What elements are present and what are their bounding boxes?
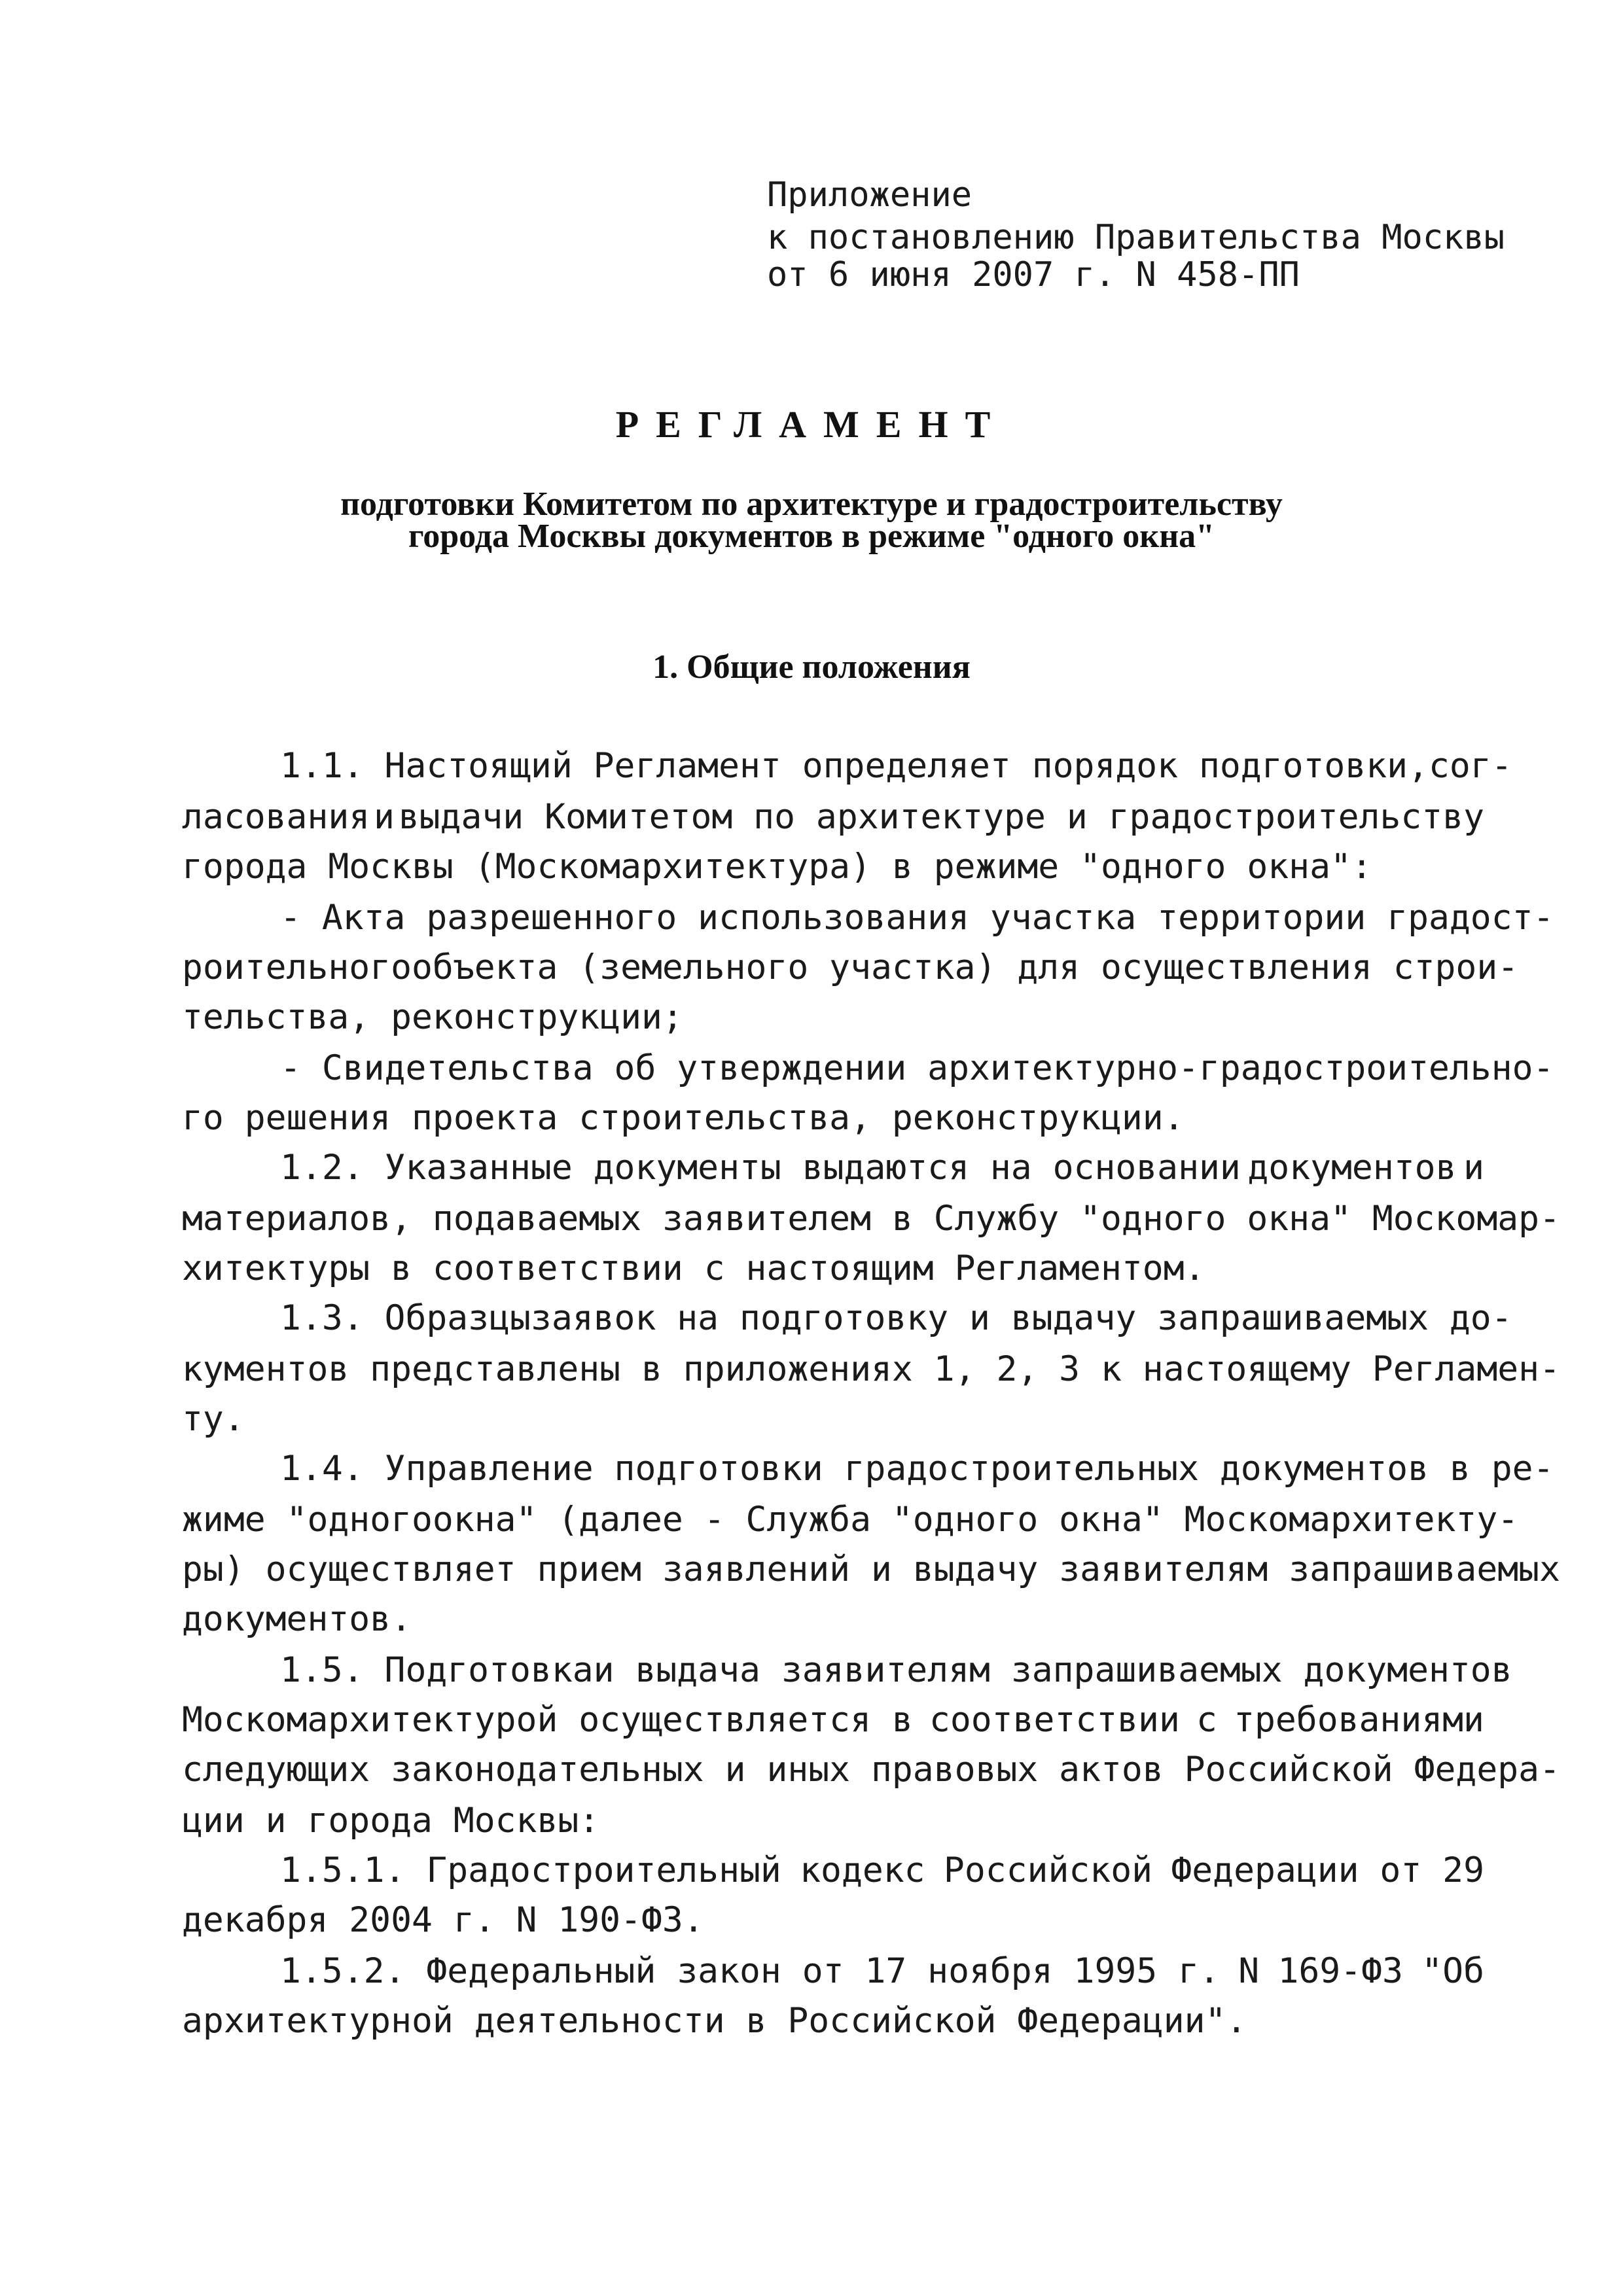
text-line: 1.5.1. Градостроительный кодекс Российской Федерации от 29 [280, 1850, 1484, 1890]
annex-resolution: к постановлению Правительства Москвы [767, 218, 1505, 257]
text-line: тельства, реконструкции; [182, 997, 683, 1037]
annex-date-number: от 6 июня 2007 г. N 458-ПП [767, 255, 1300, 294]
text-line: ту. [182, 1399, 245, 1439]
section-heading: 1. Общие положения [652, 648, 971, 686]
text-line: го решения проекта строительства, реконструкции. [182, 1098, 1185, 1138]
text-line: 1.4. Управление подготовки градостроительных документов в ре- [280, 1449, 1554, 1489]
text-line: хитектуры в соответствии с настоящим Регламентом. [182, 1248, 1205, 1288]
list-item-line: - Свидетельства об утверждении архитектурно-градостроительно- [280, 1048, 1554, 1088]
text-line: роительного объекта (земельного участка) для осуществления строи- [182, 947, 1519, 987]
text-line: 1.1. Настоящий Регламент определяет порядок подготовки, сог- [280, 746, 1512, 786]
text-line: материалов, подаваемых заявителем в Службу "одного окна" Москомар- [182, 1199, 1560, 1239]
text-line: следующих законодательных и иных правовых актов Российской Федера- [182, 1750, 1560, 1790]
text-line: документов. [182, 1599, 412, 1639]
text-line: архитектурной деятельности в Российской Федерации". [182, 2001, 1247, 2041]
annex-label: Приложение [767, 175, 972, 215]
document-subtitle-line-2: города Москвы документов в режиме "одного окна" [408, 518, 1215, 555]
list-item-line: - Акта разрешенного использования участка территории градост- [280, 898, 1554, 938]
text-line: Москомархитектурой осуществляется в соответствии с требованиями [182, 1700, 1484, 1740]
document-subtitle-line-1: подготовки Комитетом по архитектуре и градостроительству [340, 486, 1283, 523]
text-line: 1.5. Подготовка и выдача заявителям запрашиваемых документов [280, 1650, 1512, 1690]
text-line: жиме "одного окна" (далее - Служба "одного окна" Москомархитекту- [182, 1500, 1519, 1540]
text-line: города Москвы (Москомархитектура) в режиме "одного окна": [182, 847, 1372, 887]
text-line: кументов представлены в приложениях 1, 2, 3 к настоящему Регламен- [182, 1349, 1560, 1389]
text-line: 1.5.2. Федеральный закон от 17 ноября 1995 г. N 169-ФЗ "Об [280, 1951, 1484, 1991]
text-line: ласования и выдачи Комитетом по архитектуре и градостроительству [182, 797, 1484, 837]
text-line: ции и города Москвы: [182, 1801, 600, 1841]
text-line: 1.3. Образцы заявок на подготовку и выдачу запрашиваемых до- [280, 1298, 1512, 1338]
text-line: 1.2. Указанные документы выдаются на основании документов и [280, 1148, 1484, 1188]
text-line: ры) осуществляет прием заявлений и выдачу заявителям запрашиваемых [182, 1549, 1560, 1589]
text-line: декабря 2004 г. N 190-ФЗ. [182, 1900, 704, 1940]
document-title: РЕГЛАМЕНТ [615, 403, 1008, 446]
